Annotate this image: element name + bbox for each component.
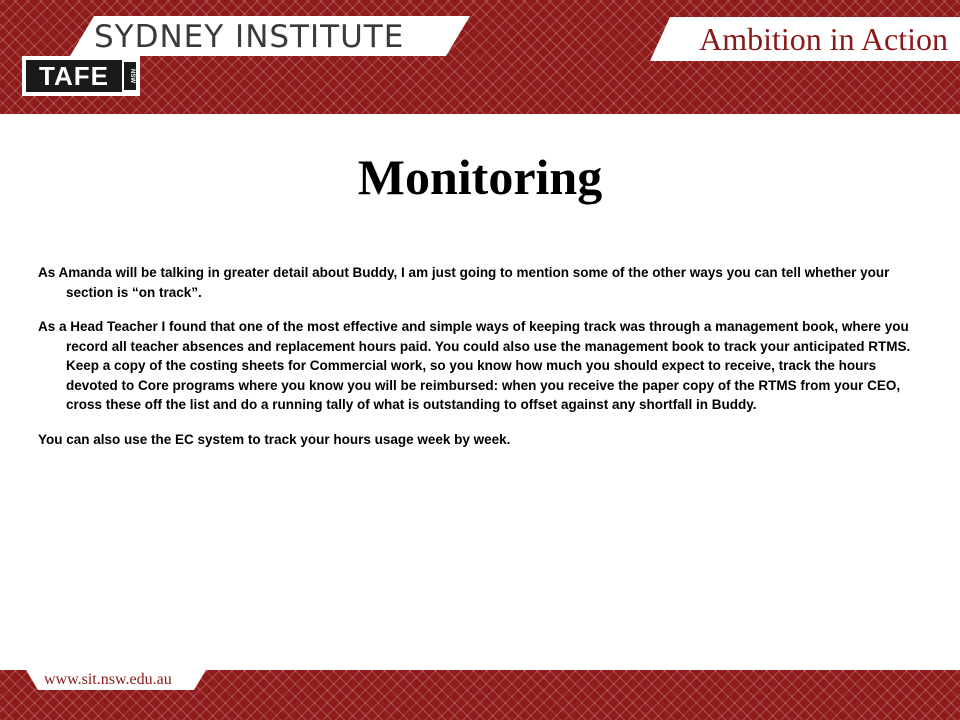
paragraph-1: As Amanda will be talking in greater detail about Buddy, I am just going to mention some of the other ways you can tell whether your section is “on track”. (38, 265, 890, 300)
logo-text: TAFE (26, 60, 122, 92)
tagline: Ambition in Action (699, 21, 948, 57)
institute-name: SYDNEY INSTITUTE (94, 19, 405, 55)
paragraph-3: You can also use the EC system to track your hours usage week by week. (38, 431, 511, 447)
slide-title: Monitoring (357, 149, 603, 205)
website-link[interactable]: www.sit.nsw.edu.au (44, 671, 172, 688)
paragraph-2: As a Head Teacher I found that one of the most effective and simple ways of keeping track was through a management book, where you record all teacher absences and replacement hours paid. You could also use the management book to track your anticipated RTMS. Keep a copy of the costing sheets for Commercial work, so you know how much you should expect to receive, track the hours devoted to Core programs where you know you will be reimbursed: when you receive the paper copy of the RTMS from your CEO, cross these off the list and do a running tally of what is outstanding to offset against any shortfall in Buddy. (38, 319, 911, 412)
tafe-logo (22, 56, 140, 96)
header-banner (0, 0, 960, 114)
slide-body (38, 263, 922, 464)
logo-subtext: NSW (124, 62, 136, 90)
footer-banner (0, 670, 960, 720)
